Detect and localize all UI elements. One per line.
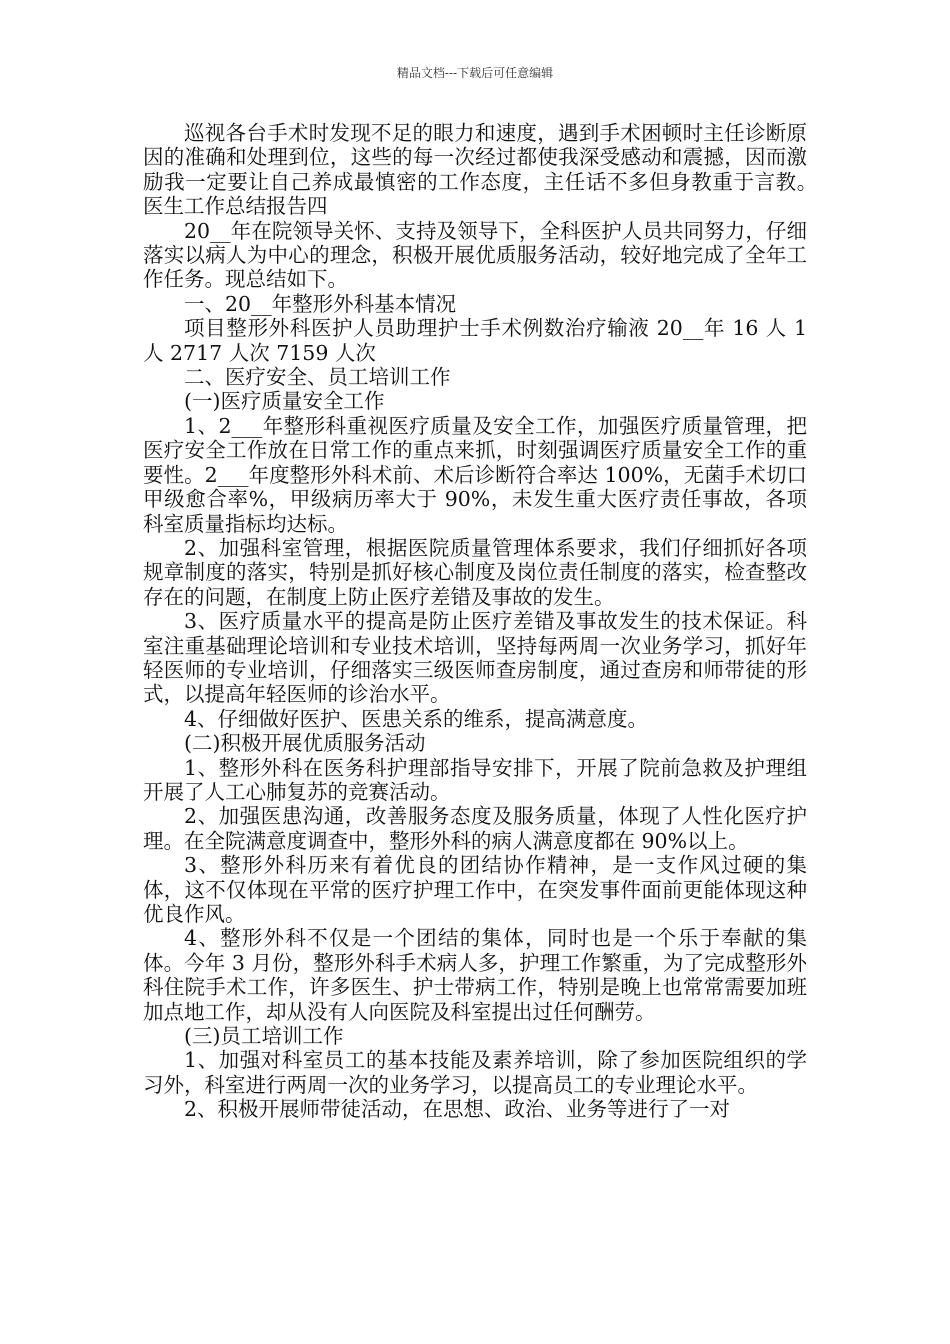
list-item-quality-4: 4、仔细做好医护、医患关系的维系，提高满意度。 [184,706,649,731]
subsection-heading-quality-safety: (一)医疗质量安全工作 [184,389,385,414]
list-item-quality-2: 2、加强科室管理，根据医院质量管理体系要求，我们仔细抓好各项规章制度的落实，特别是抓好核心制度及岗位责任制度的落实，检查整改存在的问题，在制度上防止医疗差错及事故的发生。 [143,535,807,609]
list-item-service-3: 3、整形外科历来有着优良的团结协作精神，是一支作风过硬的集体，这不仅体现在平常的医疗护理工作中，在突发事件面前更能体现这种优良作风。 [143,853,807,926]
list-item-service-1: 1、整形外科在医务科护理部指导安排下，开展了院前急救及护理组开展了人工心肺复苏的竞赛活动。 [143,755,807,804]
list-item-quality-1: 1、2___年整形科重视医疗质量及安全工作，加强医疗质量管理，把医疗安全工作放在日常工作的重点来抓，时刻强调医疗质量安全工作的重要性。2___年度整形外科术前、术后诊断符合率达 100%，无菌手术切口甲级愈合率%，甲级病历率大于 90%，未发生重大医疗责任事故，各项科室质量指标均达标。 [143,413,807,536]
list-item-training-1: 1、加强对科室员工的基本技能及素养培训，除了参加医院组织的学习外，科室进行两周一次的业务学习，以提高员工的专业理论水平。 [143,1048,807,1097]
subsection-heading-quality-service: (二)积极开展优质服务活动 [184,731,426,756]
paragraph-staff-statistics: 项目整形外科医护人员助理护士手术例数治疗输液 20__年 16 人 1 人 2717 人次 7159 人次 [143,316,807,365]
section-heading-medical-safety: 二、医疗安全、员工培训工作 [184,365,451,390]
paragraph-annual-intro: 20__年在院领导关怀、支持及领导下，全科医护人员共同努力，仔细落实以病人为中心的理念，积极开展优质服务活动，较好地完成了全年工作任务。现总结如下。 [143,218,807,292]
subsection-heading-staff-training: (三)员工培训工作 [184,1024,344,1049]
list-item-training-2: 2、积极开展师带徒活动，在思想、政治、业务等进行了一对 [184,1097,731,1122]
paragraph-surgery-observation: 巡视各台手术时发现不足的眼力和速度，遇到手术困顿时主任诊断原因的准确和处理到位，这些的每一次经过都使我深受感动和震撼，因而激励我一定要让自己养成最慎密的工作态度，主任话不多但身教重于言教。 医生工作总结报告四 [143,121,848,219]
list-item-service-2: 2、加强医患沟通，改善服务态度及服务质量，体现了人性化医疗护理。在全院满意度调查中，整形外科的病人满意度都在 90%以上。 [143,804,807,853]
document-body [143,121,848,1122]
list-item-service-4: 4、整形外科不仅是一个团结的集体，同时也是一个乐于奉献的集体。今年 3 月份，整形外科手术病人多，护理工作繁重，为了完成整形外科住院手术工作，许多医生、护士带病工作，特别是晚上也常常需要加班加点地工作，却从没有人向医院及科室提出过任何酬劳。 [143,926,807,1024]
page-header: 精品文档---下载后可任意编辑 [396,66,554,80]
list-item-quality-3: 3、医疗质量水平的提高是防止医疗差错及事故发生的技术保证。科室注重基础理论培训和专业技术培训，坚持每两周一次业务学习，抓好年轻医师的专业培训，仔细落实三级医师查房制度，通过查房和师带徒的形式，以提高年轻医师的诊治水平。 [143,609,807,707]
section-heading-basic-situation: 一、20__年整形外科基本情况 [184,291,457,316]
